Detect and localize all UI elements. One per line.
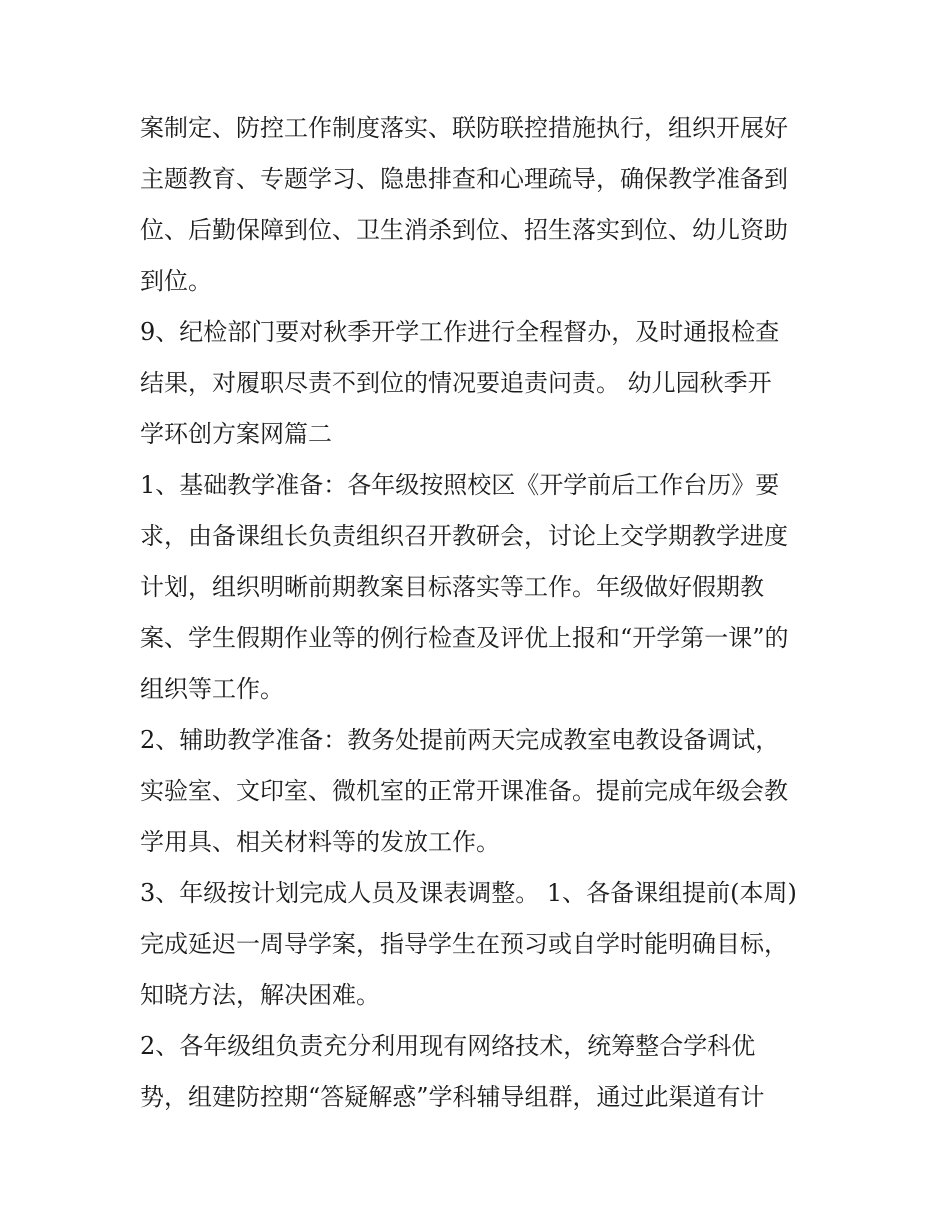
text-line: 2、各年级组负责充分利用现有网络技术，统筹整合学科优 <box>140 1032 756 1060</box>
text-line: 学环创方案网篇二 <box>140 420 332 448</box>
text-line: 3、年级按计划完成人员及课表调整。 1、各备课组提前(本周) <box>140 879 797 907</box>
text-line: 2、辅助教学准备：教务处提前两天完成教室电教设备调试， <box>140 726 780 754</box>
text-line: 主题教育、专题学习、隐患排查和心理疏导，确保教学准备到 <box>140 165 788 193</box>
text-line: 实验室、文印室、微机室的正常开课准备。提前完成年级会教 <box>140 777 788 805</box>
text-line: 位、后勤保障到位、卫生消杀到位、招生落实到位、幼儿资助 <box>140 216 788 244</box>
text-line: 求，由备课组长负责组织召开教研会，讨论上交学期教学进度 <box>140 522 788 550</box>
text-line: 结果，对履职尽责不到位的情况要追责问责。 幼儿园秋季开 <box>140 369 772 397</box>
text-line: 1、基础教学准备：各年级按照校区《开学前后工作台历》要 <box>140 471 780 499</box>
text-line: 组织等工作。 <box>140 675 284 703</box>
text-line: 知晓方法，解决困难。 <box>140 981 380 1009</box>
text-line: 计划，组织明晰前期教案目标落实等工作。年级做好假期教 <box>140 573 764 601</box>
text-line: 完成延迟一周导学案，指导学生在预习或自学时能明确目标， <box>140 930 788 958</box>
text-line: 案制定、防控工作制度落实、联防联控措施执行，组织开展好 <box>140 114 788 142</box>
text-line: 到位。 <box>140 267 212 295</box>
document-body <box>140 103 830 1123</box>
text-line: 9、纪检部门要对秋季开学工作进行全程督办，及时通报检查 <box>140 318 780 346</box>
text-line: 势，组建防控期“答疑解惑”学科辅导组群，通过此渠道有计 <box>140 1083 765 1111</box>
text-line: 案、学生假期作业等的例行检查及评优上报和“开学第一课”的 <box>140 624 789 652</box>
text-line: 学用具、相关材料等的发放工作。 <box>140 828 500 856</box>
